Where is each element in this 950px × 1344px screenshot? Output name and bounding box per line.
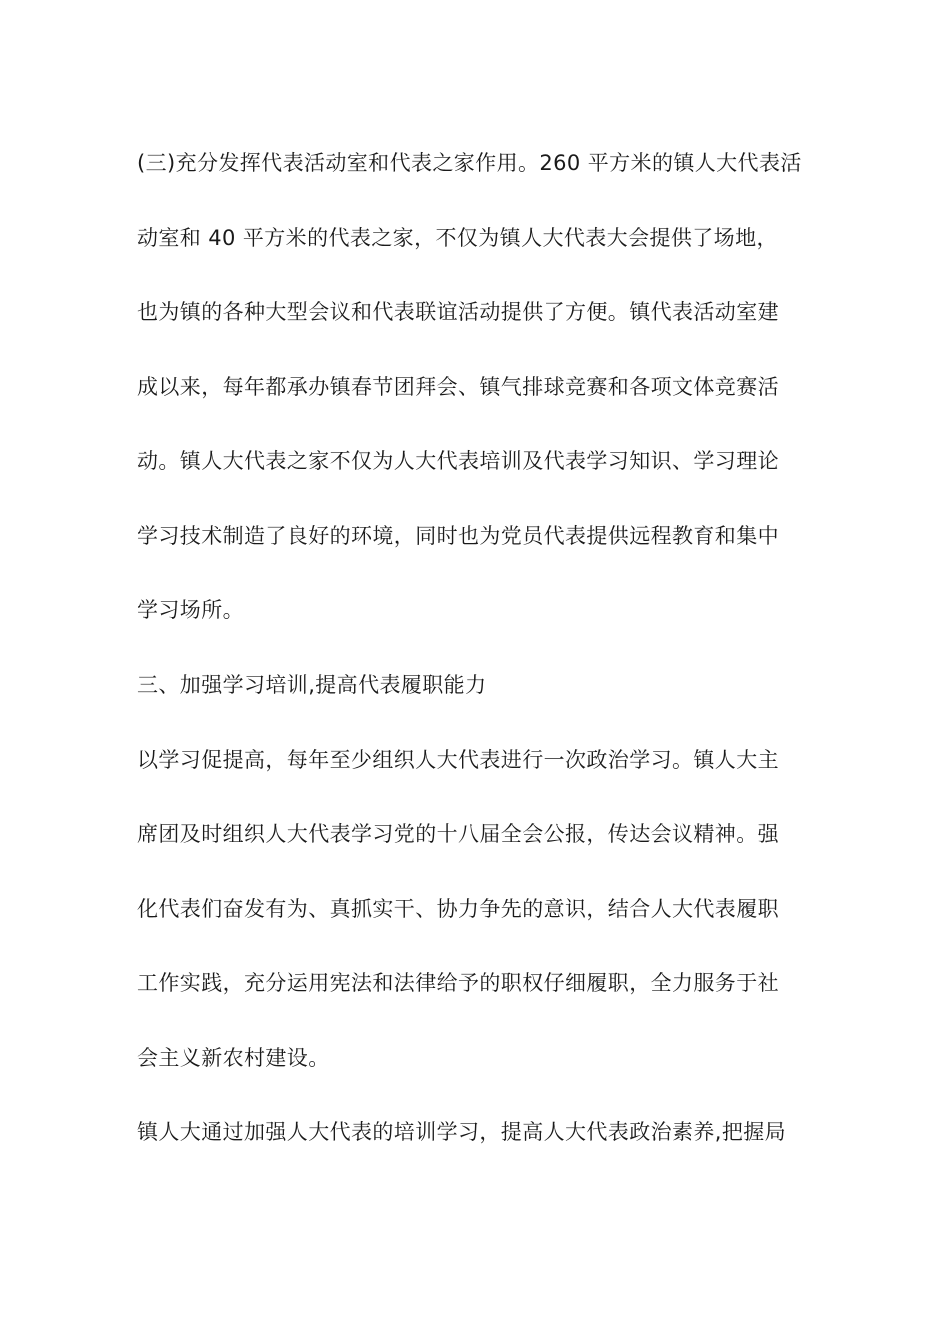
paragraph-2-line-5: 会主义新农村建设。 [137, 1046, 330, 1070]
paragraph-1-line-1: (三)充分发挥代表活动室和代表之家作用。260 平方米的镇人大代表活 [137, 151, 802, 175]
paragraph-1-line-7: 学习场所。 [137, 598, 244, 622]
paragraph-2-line-3: 化代表们奋发有为、真抓实干、协力争先的意识，结合人大代表履职 [137, 897, 779, 921]
paragraph-1-line-5: 动。镇人大代表之家不仅为人大代表培训及代表学习知识、学习理论 [137, 449, 779, 473]
paragraph-1-line-2: 动室和 40 平方米的代表之家，不仅为镇人大代表大会提供了场地， [137, 226, 778, 250]
section-heading: 三、加强学习培训,提高代表履职能力 [137, 673, 487, 697]
paragraph-1-line-4: 成以来，每年都承办镇春节团拜会、镇气排球竞赛和各项文体竞赛活 [137, 375, 779, 399]
paragraph-1-line-6: 学习技术制造了良好的环境，同时也为党员代表提供远程教育和集中 [137, 524, 779, 548]
paragraph-2-line-1: 以学习促提高，每年至少组织人大代表进行一次政治学习。镇人大主 [137, 748, 779, 772]
paragraph-1-line-3: 也为镇的各种大型会议和代表联谊活动提供了方便。镇代表活动室建 [137, 300, 779, 324]
paragraph-3-line-1: 镇人大通过加强人大代表的培训学习，提高人大代表政治素养,把握局 [137, 1120, 787, 1144]
paragraph-2-line-2: 席团及时组织人大代表学习党的十八届全会公报，传达会议精神。强 [137, 822, 779, 846]
paragraph-2-line-4: 工作实践，充分运用宪法和法律给予的职权仔细履职，全力服务于社 [137, 971, 779, 995]
